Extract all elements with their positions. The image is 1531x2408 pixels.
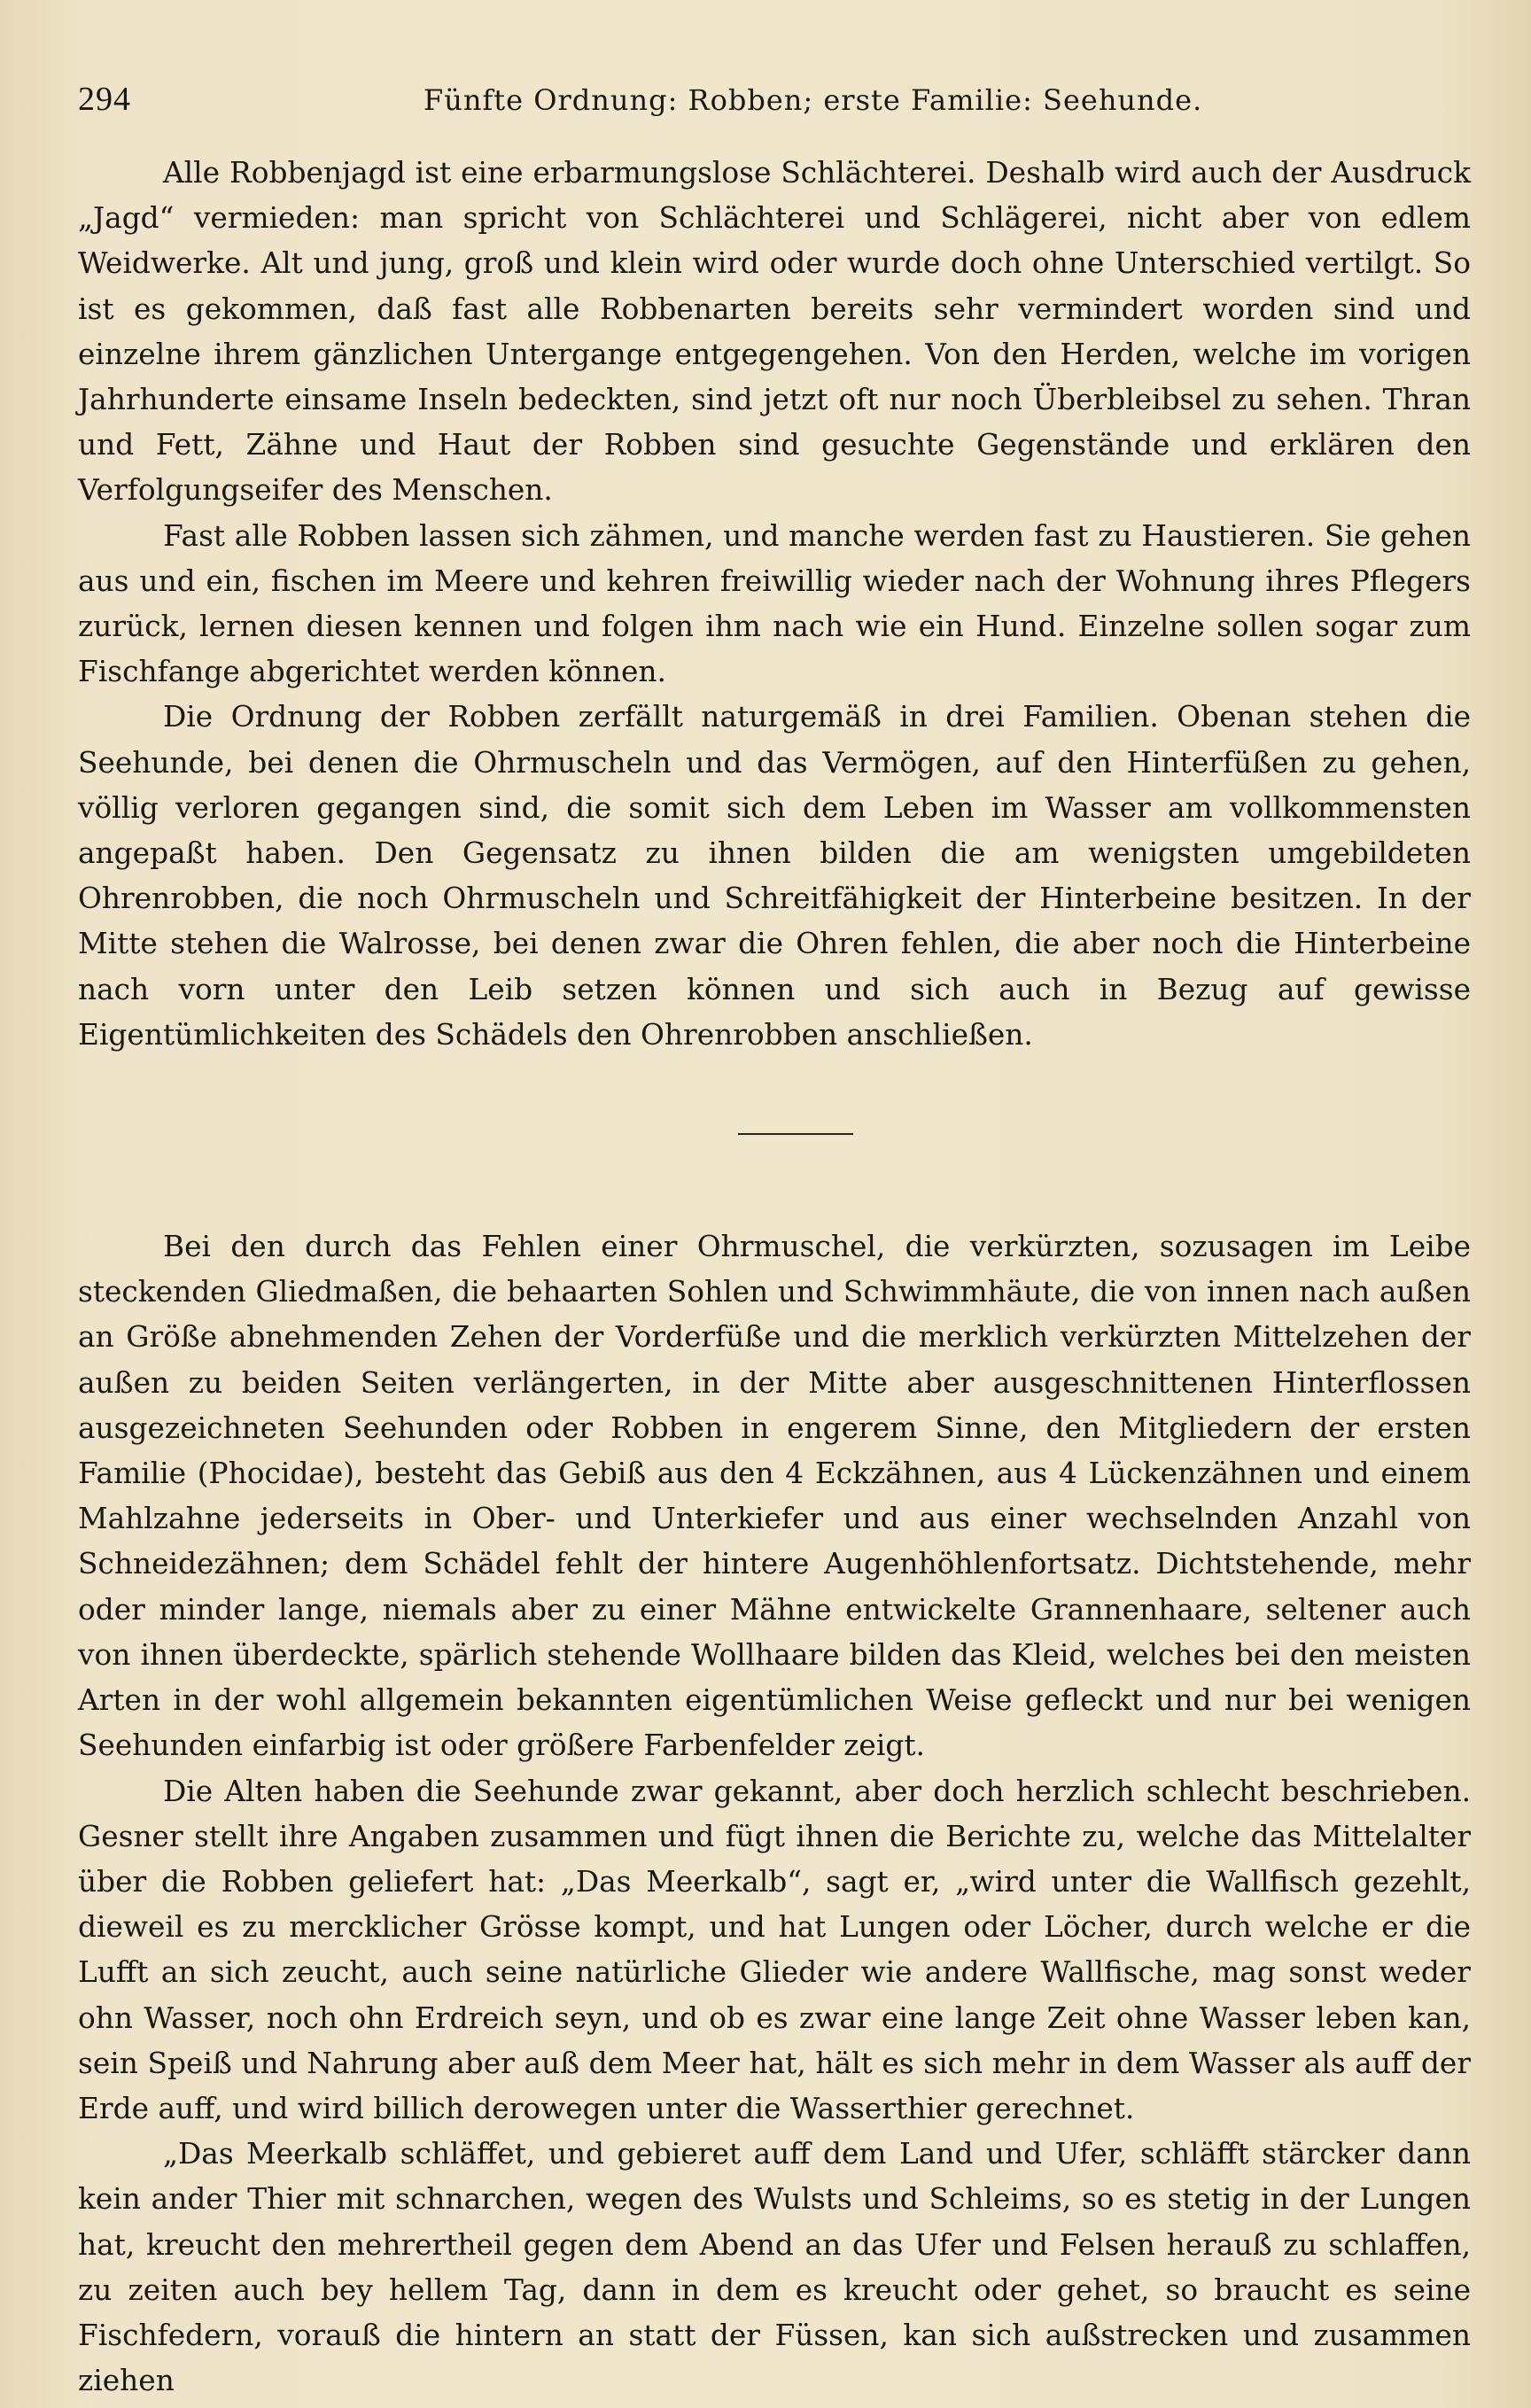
page-number: 294: [78, 81, 131, 118]
running-title: Fünfte Ordnung: Robben; erste Familie: Seehunde.: [424, 83, 1203, 117]
section-divider: [738, 1133, 853, 1135]
section-break: [78, 1058, 1471, 1224]
paragraph-robbenjagd: Alle Robbenjagd ist eine erbarmungslose Schlächterei. Deshalb wird auch der Ausdruck „Jagd“ vermieden: man spricht von Schlächterei und Schlägerei, nicht aber von edlem Weidwerke. Alt und jung, groß und klein wird oder wurde doch ohne Unterschied vertilgt. So ist es gekommen, daß fast alle Robbenarten bereits sehr vermindert worden sind und einzelne ihrem gänzlichen Untergange entgegengehen. Von den Herden, welche im vorigen Jahrhunderte einsame Inseln bedeckten, sind jetzt oft nur noch Überbleibsel zu sehen. Thran und Fett, Zähne und Haut der Robben sind gesuchte Gegenstände und erklären den Verfolgungseifer des Menschen.: [78, 156, 1471, 508]
paragraph-seehunde-merkmale: Bei den durch das Fehlen einer Ohrmuschel, die verkürzten, sozusagen im Leibe steckenden Gliedmaßen, die behaarten Sohlen und Schwimmhäute, die von innen nach außen an Größe abnehmenden Zehen der Vorderfüße und die merklich verkürzten Mittelzehen der außen zu beiden Seiten verlängerten, in der Mitte aber ausgeschnittenen Hinterflossen ausgezeichneten Seehunden oder Robben in engerem Sinne, den Mitgliedern der ersten Familie (Phocidae), besteht das Gebiß aus den 4 Eckzähnen, aus 4 Lückenzähnen und einem Mahlzahne jederseits in Ober- und Unterkiefer und aus einer wechselnden Anzahl von Schneidezähnen; dem Schädel fehlt der hintere Augenhöhlenfortsatz. Dichtstehende, mehr oder minder lange, niemals aber zu einer Mähne entwickelte Grannenhaare, seltener auch von ihnen überdeckte, spärlich stehende Wollhaare bilden das Kleid, welches bei den meisten Arten in der wohl allgemein bekannten eigentümlichen Weise gefleckt und nur bei wenigen Seehunden einfarbig ist oder größere Farbenfelder zeigt.: [78, 1230, 1471, 1763]
paragraph-zaehmung: Fast alle Robben lassen sich zähmen, und manche werden fast zu Haustieren. Sie gehen aus und ein, fischen im Meere und kehren freiwillig wieder nach der Wohnung ihres Pflegers zurück, lernen diesen kennen und folgen ihm nach wie ein Hund. Einzelne sollen sogar zum Fischfange abgerichtet werden können.: [78, 518, 1471, 689]
paragraph-ordnung: Die Ordnung der Robben zerfällt naturgemäß in drei Familien. Obenan stehen die Seehunde, bei denen die Ohrmuscheln und das Vermögen, auf den Hinterfüßen zu gehen, völlig verloren gegangen sind, die somit sich dem Leben im Wasser am vollkommensten angepaßt haben. Den Gegensatz zu ihnen bilden die am wenigsten umgebildeten Ohrenrobben, die noch Ohrmuscheln und Schreitfähigkeit der Hinterbeine besitzen. In der Mitte stehen die Walrosse, bei denen zwar die Ohren fehlen, die aber noch die Hinterbeine nach vorn unter den Leib setzen können und sich auch in Bezug auf gewisse Eigentümlichkeiten des Schädels den Ohrenrobben anschließen.: [78, 700, 1471, 1052]
paragraph-gesner: Die Alten haben die Seehunde zwar gekannt, aber doch herzlich schlecht beschrieben. Gesner stellt ihre Angaben zusammen und fügt ihnen die Berichte zu, welche das Mittelalter über die Robben geliefert hat: „Das Meerkalb“, sagt er, „wird unter die Wallfisch gezehlt, dieweil es zu mercklicher Grösse kompt, und hat Lungen oder Löcher, durch welche er die Lufft an sich zeucht, auch seine natürliche Glieder wie andere Wallfische, mag sonst weder ohn Wasser, noch ohn Erdreich seyn, und ob es zwar eine lange Zeit ohne Wasser leben kan, sein Speiß und Nahrung aber auß dem Meer hat, hält es sich mehr in dem Wasser als auff der Erde auff, und wird billich derowegen unter die Wasserthier gerechnet.: [78, 1774, 1471, 2125]
page-header: [78, 80, 1469, 133]
body-text: [78, 151, 1471, 2404]
paragraph-meerkalb-quote: „Das Meerkalb schläffet, und gebieret auff dem Land und Ufer, schläfft stärcker dann kein ander Thier mit schnarchen, wegen des Wulsts und Schleims, so es stetig in der Lungen hat, kreucht den mehrertheil gegen dem Abend an das Ufer und Felsen herauß zu schlaffen, zu zeiten auch bey hellem Tag, dann in dem es kreucht oder gehet, so braucht es seine Fischfedern, vorauß die hintern an statt der Füssen, kan sich außstrecken und zusammen ziehen: [78, 2137, 1471, 2398]
